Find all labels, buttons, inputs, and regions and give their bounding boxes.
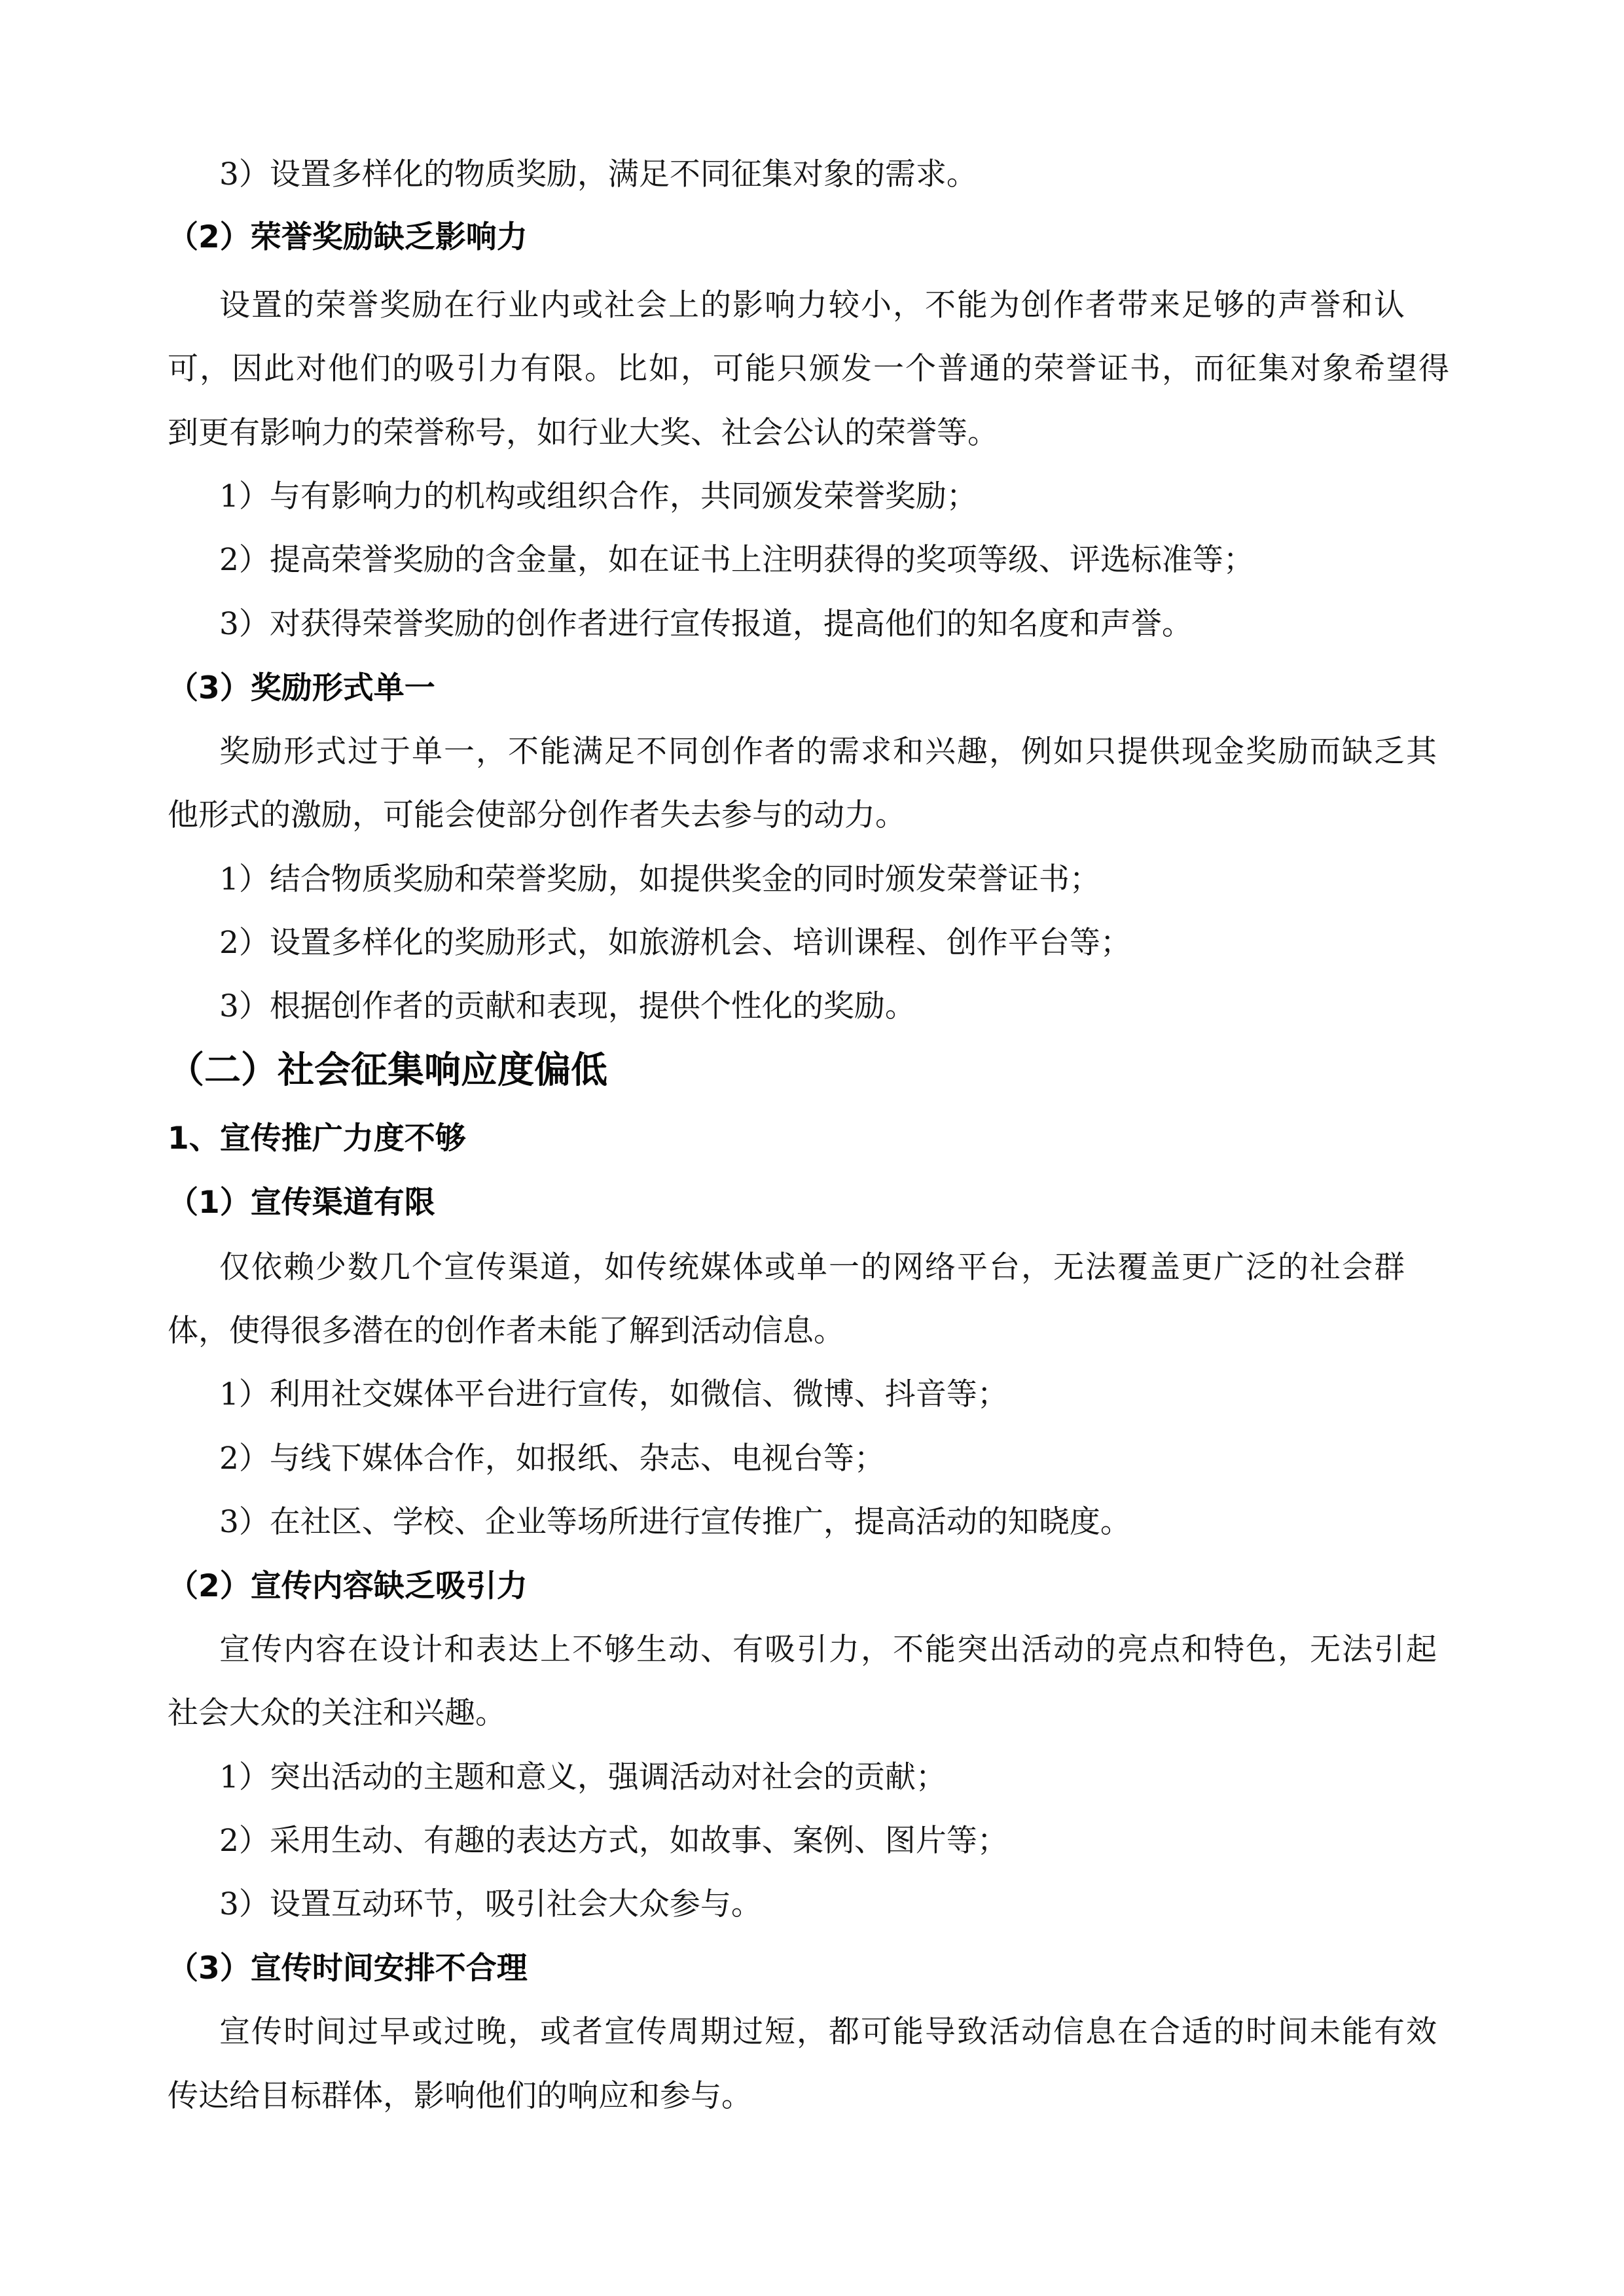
list-item: 2）采用生动、有趣的表达方式，如故事、案例、图片等； [219,1823,1008,1859]
paragraph-line: 到更有影响力的荣誉称号，如行业大奖、社会公认的荣誉等。 [168,415,998,451]
list-item: 3）设置多样化的物质奖励，满足不同征集对象的需求。 [219,156,977,192]
list-item: 3）根据创作者的贡献和表现，提供个性化的奖励。 [219,988,916,1024]
list-item: 1）利用社交媒体平台进行宣传，如微信、微博、抖音等； [219,1376,1008,1412]
paragraph-line: 仅依赖少数几个宣传渠道，如传统媒体或单一的网络平台，无法覆盖更广泛的社会群 [219,1249,1406,1285]
paragraph-line: 体，使得很多潜在的创作者未能了解到活动信息。 [168,1313,844,1349]
list-item: 2）与线下媒体合作，如报纸、杂志、电视台等； [219,1441,885,1477]
paragraph-line: 宣传时间过早或过晚，或者宣传周期过短，都可能导致活动信息在合适的时间未能有效 [219,2014,1438,2050]
list-item: 1）结合物质奖励和荣誉奖励，如提供奖金的同时颁发荣誉证书； [219,861,1100,897]
list-item: 3）设置互动环节，吸引社会大众参与。 [219,1886,762,1922]
list-item: 1）与有影响力的机构或组织合作，共同颁发荣誉奖励； [219,478,977,514]
list-item: 2）提高荣誉奖励的含金量，如在证书上注明获得的奖项等级、评选标准等； [219,542,1254,578]
section-heading: （2）宣传内容缺乏吸引力 [168,1568,528,1604]
paragraph-line: 传达给目标群体，影响他们的响应和参与。 [168,2078,752,2114]
section-heading: （3）宣传时间安排不合理 [168,1950,528,1986]
list-item: 3）在社区、学校、企业等场所进行宣传推广，提高活动的知晓度。 [219,1504,1131,1540]
section-heading: （1）宣传渠道有限 [168,1185,435,1221]
paragraph-line: 他形式的激励，可能会使部分创作者失去参与的动力。 [168,797,906,833]
list-item: 3）对获得荣誉奖励的创作者进行宣传报道，提高他们的知名度和声誉。 [219,606,1193,642]
paragraph-line: 设置的荣誉奖励在行业内或社会上的影响力较小，不能为创作者带来足够的声誉和认 [219,287,1406,323]
section-heading: （2）荣誉奖励缺乏影响力 [168,219,528,255]
paragraph-line: 社会大众的关注和兴趣。 [168,1695,506,1731]
list-item: 2）设置多样化的奖励形式，如旅游机会、培训课程、创作平台等； [219,925,1131,961]
subsection-heading: 1、宣传推广力度不够 [168,1121,466,1157]
paragraph-line: 奖励形式过于单一，不能满足不同创作者的需求和兴趣，例如只提供现金奖励而缺乏其 [219,734,1438,770]
list-item: 1）突出活动的主题和意义，强调活动对社会的贡献； [219,1759,947,1795]
chapter-heading: （二）社会征集响应度偏低 [168,1049,607,1092]
paragraph-line: 宣传内容在设计和表达上不够生动、有吸引力，不能突出活动的亮点和特色，无法引起 [219,1632,1438,1668]
paragraph-line: 可，因此对他们的吸引力有限。比如，可能只颁发一个普通的荣誉证书，而征集对象希望得 [168,351,1451,387]
section-heading: （3）奖励形式单一 [168,670,435,706]
